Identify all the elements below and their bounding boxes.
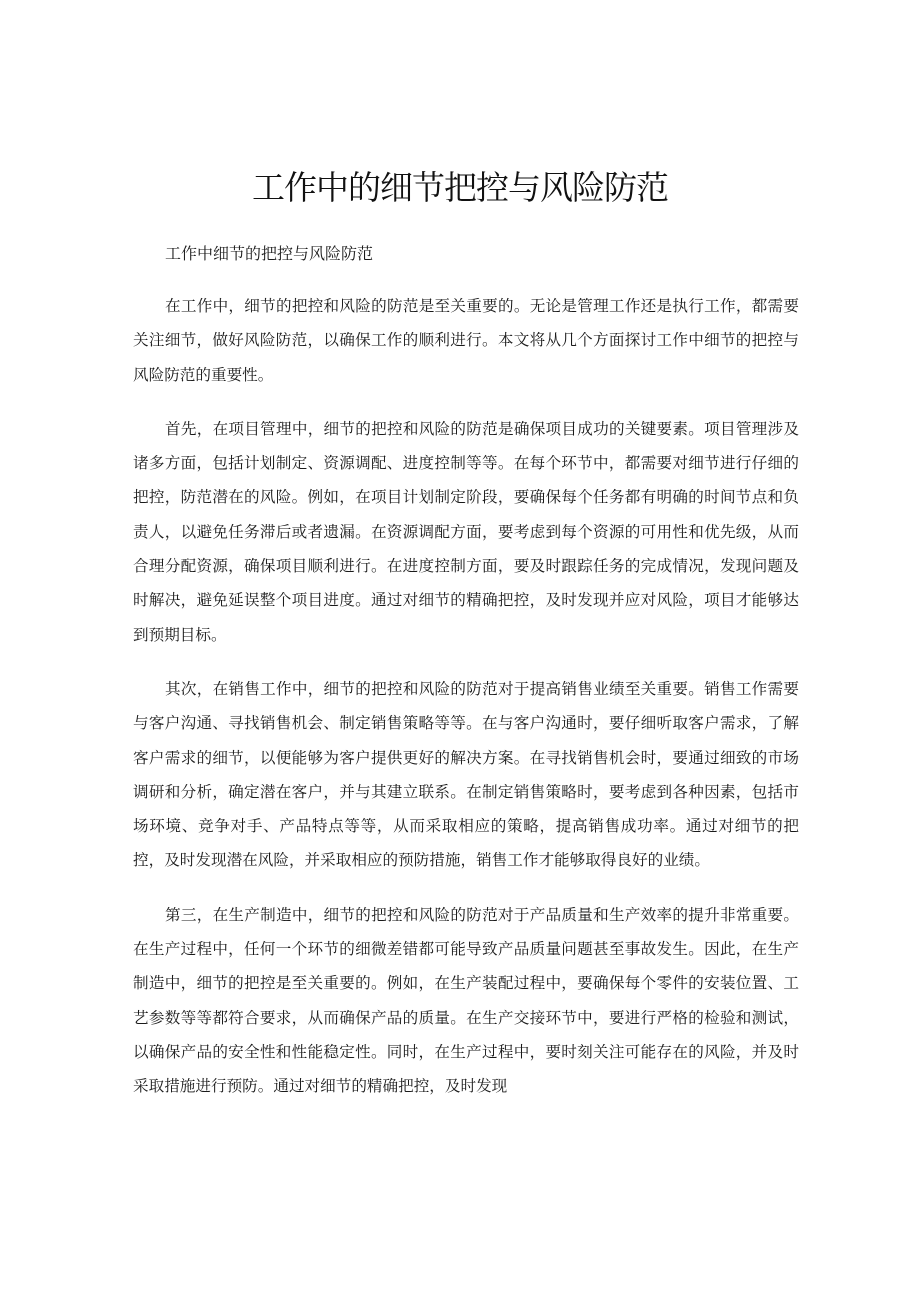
document-body	[133, 289, 799, 1124]
paragraph-manufacturing: 第三，在生产制造中，细节的把控和风险的防范对于产品质量和生产效率的提升非常重要。在生产过程中，任何一个环节的细微差错都可能导致产品质量问题甚至事故发生。因此，在生产制造中，细节的把控是至关重要的。例如，在生产装配过程中，要确保每个零件的安装位置、工艺参数等等都符合要求，从而确保产品的质量。在生产交接环节中，要进行严格的检验和测试，以确保产品的安全性和性能稳定性。同时，在生产过程中，要时刻关注可能存在的风险，并及时采取措施进行预防。通过对细节的精确把控，及时发现	[133, 905, 799, 1096]
document-title: 工作中的细节把控与风险防范	[252, 168, 668, 207]
document-subtitle: 工作中细节的把控与风险防范	[165, 244, 374, 263]
paragraph-project-management: 首先，在项目管理中，细节的把控和风险的防范是确保项目成功的关键要素。项目管理涉及诸多方面，包括计划制定、资源调配、进度控制等等。在每个环节中，都需要对细节进行仔细的把控，防范潜在的风险。例如，在项目计划制定阶段，要确保每个任务都有明确的时间节点和负责人，以避免任务滞后或者遗漏。在资源调配方面，要考虑到每个资源的可用性和优先级，从而合理分配资源，确保项目顺利进行。在进度控制方面，要及时跟踪任务的完成情况，发现问题及时解决，避免延误整个项目进度。通过对细节的精确把控，及时发现并应对风险，项目才能够达到预期目标。	[133, 419, 799, 644]
paragraph-intro: 在工作中，细节的把控和风险的防范是至关重要的。无论是管理工作还是执行工作，都需要关注细节，做好风险防范，以确保工作的顺利进行。本文将从几个方面探讨工作中细节的把控与风险防范的重要性。	[133, 297, 799, 384]
paragraph-sales: 其次，在销售工作中，细节的把控和风险的防范对于提高销售业绩至关重要。销售工作需要与客户沟通、寻找销售机会、制定销售策略等等。在与客户沟通时，要仔细听取客户需求，了解客户需求的细节，以便能够为客户提供更好的解决方案。在寻找销售机会时，要通过细致的市场调研和分析，确定潜在客户，并与其建立联系。在制定销售策略时，要考虑到各种因素，包括市场环境、竞争对手、产品特点等等，从而采取相应的策略，提高销售成功率。通过对细节的把控，及时发现潜在风险，并采取相应的预防措施，销售工作才能够取得良好的业绩。	[133, 679, 799, 870]
